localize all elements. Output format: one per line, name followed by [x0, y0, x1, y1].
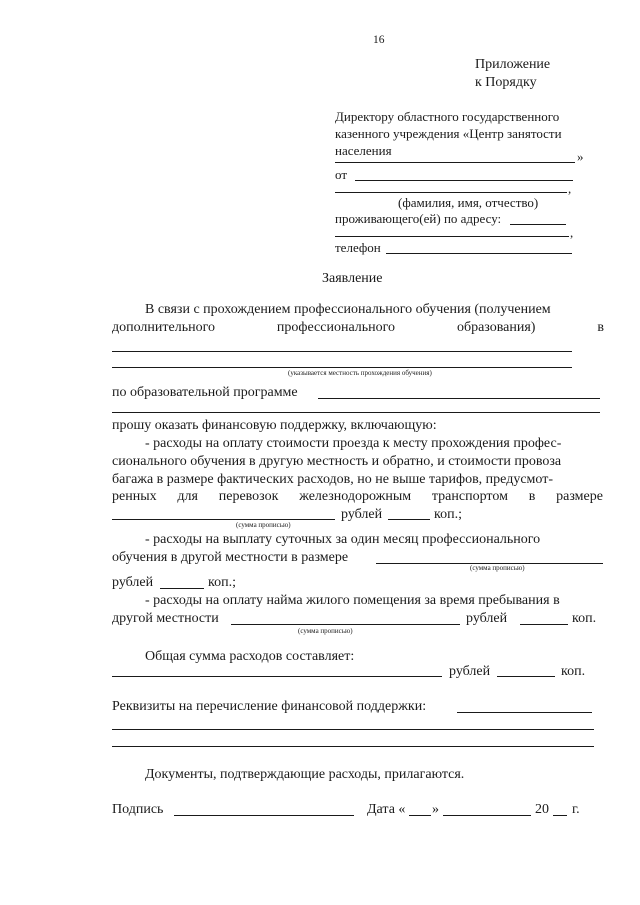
date-close-quote: » [432, 802, 439, 817]
requisites-line-1[interactable] [457, 712, 592, 713]
appendix-line2: к Порядку [475, 75, 537, 90]
kop-label-3: коп. [572, 611, 597, 626]
fio-line[interactable] [335, 192, 567, 193]
documents-note: Документы, подтверждающие расходы, прилагаются. [145, 767, 465, 782]
comma-2: , [570, 225, 574, 240]
address-line-2[interactable] [335, 236, 569, 237]
program-label: по образовательной программе [112, 385, 298, 400]
addressee-line2: казенного учреждения «Центр занятости [335, 126, 562, 141]
signature-line[interactable] [174, 815, 354, 816]
page-number: 16 [373, 34, 385, 46]
p1-line2: дополнительного профессионального образования) в [112, 320, 604, 335]
total-sum-line[interactable] [112, 676, 442, 677]
sum-caption-3: (сумма прописью) [298, 627, 353, 635]
request-text: прошу оказать финансовую поддержку, включающую: [112, 418, 437, 433]
addressee-line3: населения [335, 143, 392, 158]
location-line-1[interactable] [112, 351, 572, 352]
year-suffix: г. [572, 802, 580, 817]
rub-label-2: рублей [112, 575, 154, 590]
from-line[interactable] [355, 180, 573, 181]
requisites-line-3[interactable] [112, 746, 594, 747]
kop4-line[interactable] [497, 676, 555, 677]
sum3-words-line[interactable] [231, 624, 460, 625]
center-name-line[interactable] [335, 162, 575, 163]
address-label: проживающего(ей) по адресу: [335, 211, 502, 226]
year-line[interactable] [553, 815, 567, 816]
requisites-line-2[interactable] [112, 729, 594, 730]
address-line-1[interactable] [510, 224, 566, 225]
signature-label: Подпись [112, 802, 164, 817]
document-title: Заявление [322, 271, 383, 286]
date-day-line[interactable] [409, 815, 431, 816]
kop-label-2: коп.; [208, 575, 236, 590]
sum1-words-line[interactable] [112, 519, 335, 520]
item3-line2: другой местности [112, 611, 219, 626]
item2-line2: обучения в другой местности в размере [112, 550, 349, 565]
close-quote: » [577, 149, 584, 164]
item1-line3: багажа в размере фактических расходов, но не выше тарифов, предусмот- [112, 472, 553, 487]
fio-caption: (фамилия, имя, отчество) [398, 195, 539, 210]
total-label: Общая сумма расходов составляет: [145, 649, 355, 664]
item1-line1: - расходы на оплату стоимости проезда к месту прохождения профес- [145, 436, 562, 451]
date-label: Дата « [367, 802, 406, 817]
item1-line2: сионального обучения в другую местность и обратно, и стоимости провоза [112, 454, 562, 469]
item1-line4: ренных для перевозок железнодорожным транспортом в размере [112, 489, 603, 504]
program-line-2[interactable] [112, 412, 600, 413]
comma-1: , [568, 181, 572, 196]
kop-label-1: коп.; [434, 507, 462, 522]
year-prefix: 20 [535, 802, 549, 817]
kop2-line[interactable] [160, 588, 204, 589]
rub-label-4: рублей [449, 664, 491, 679]
sum-caption-1: (сумма прописью) [236, 521, 291, 529]
rub-label-1: рублей [341, 507, 383, 522]
appendix-line1: Приложение [475, 57, 551, 72]
phone-line[interactable] [386, 253, 572, 254]
phone-label: телефон [335, 240, 381, 255]
from-label: от [335, 167, 348, 182]
location-caption: (указывается местность прохождения обучения) [288, 369, 432, 377]
item3-line1: - расходы на оплату найма жилого помещения за время пребывания в [145, 593, 560, 608]
program-line-1[interactable] [318, 398, 600, 399]
kop3-line[interactable] [520, 624, 568, 625]
kop1-line[interactable] [388, 519, 430, 520]
sum-caption-2: (сумма прописью) [470, 564, 525, 572]
date-month-line[interactable] [443, 815, 531, 816]
p1-line1: В связи с прохождением профессионального обучения (получением [145, 302, 551, 317]
requisites-label: Реквизиты на перечисление финансовой поддержки: [112, 699, 427, 714]
location-line-2[interactable] [112, 367, 572, 368]
rub-label-3: рублей [466, 611, 508, 626]
kop-label-4: коп. [561, 664, 586, 679]
addressee-line1: Директору областного государственного [335, 109, 560, 124]
item2-line1: - расходы на выплату суточных за один месяц профессионального [145, 532, 541, 547]
